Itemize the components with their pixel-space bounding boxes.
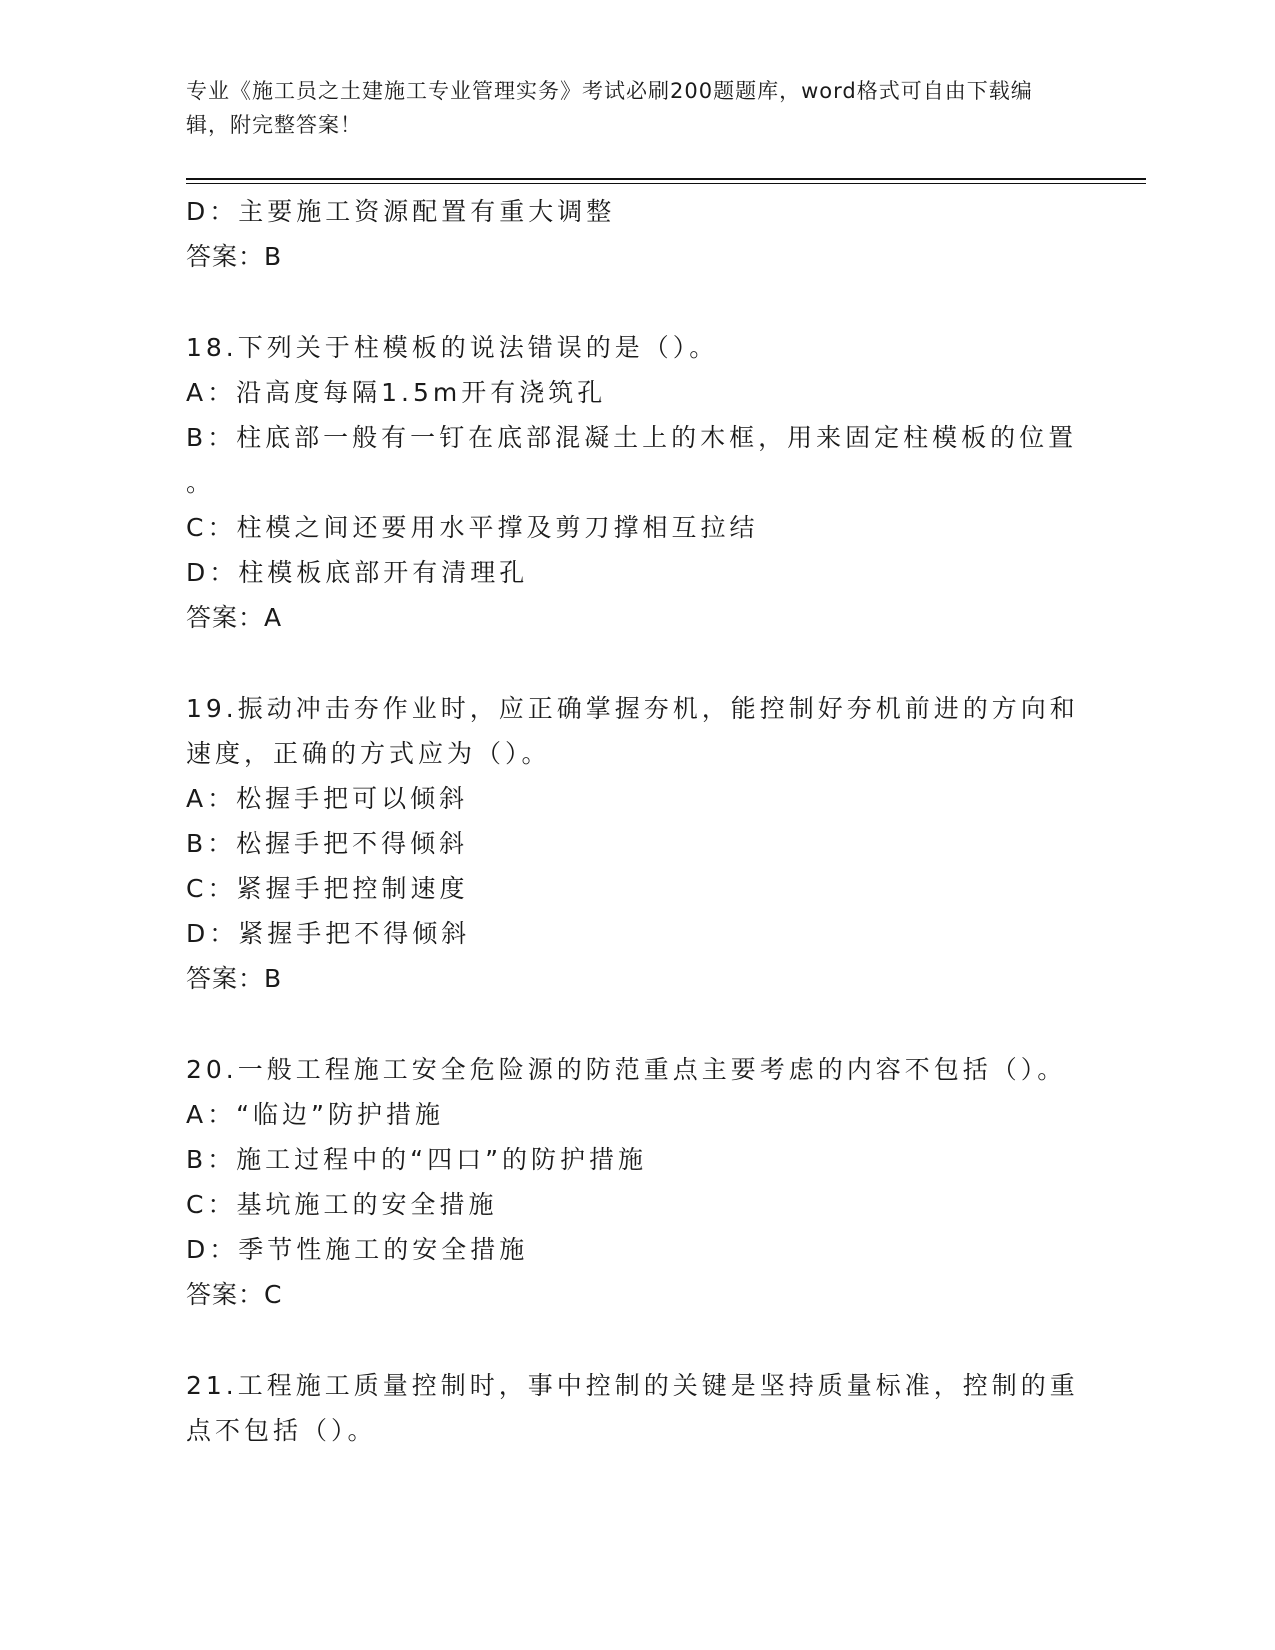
option-c: C：基坑施工的安全措施	[186, 1190, 498, 1219]
question-20	[186, 1047, 1086, 1317]
option-c: C：紧握手把控制速度	[186, 874, 469, 903]
answer-line: 答案：B	[186, 964, 283, 993]
option-d: D：主要施工资源配置有重大调整	[186, 197, 616, 226]
option-b: B：柱底部一般有一钉在底部混凝土上的木框，用来固定柱模板的位置	[186, 423, 1078, 452]
question-19	[186, 686, 1086, 1001]
option-d: D：紧握手把不得倾斜	[186, 919, 471, 948]
option-b: B：松握手把不得倾斜	[186, 829, 469, 858]
question-stem: 21.工程施工质量控制时，事中控制的关键是坚持质量标准，控制的重点不包括（）。	[186, 1371, 1079, 1445]
answer-line: 答案：C	[186, 1280, 283, 1309]
option-d: D：柱模板底部开有清理孔	[186, 558, 529, 587]
option-a: A：“临边”防护措施	[186, 1100, 445, 1129]
question-stem: 18.下列关于柱模板的说法错误的是（）。	[186, 333, 719, 362]
option-a: A：松握手把可以倾斜	[186, 784, 469, 813]
header-divider-thick	[186, 178, 1146, 180]
document-header: 专业《施工员之土建施工专业管理实务》考试必刷200题题库，word格式可自由下载编辑，附完整答案！	[186, 79, 1033, 137]
answer-line: 答案：B	[186, 242, 283, 271]
question-stem: 20.一般工程施工安全危险源的防范重点主要考虑的内容不包括（）。	[186, 1055, 1067, 1084]
option-b-continuation: 。	[186, 468, 216, 497]
option-b: B：施工过程中的“四口”的防护措施	[186, 1145, 648, 1174]
question-list	[186, 189, 1086, 1453]
question-18	[186, 325, 1086, 640]
question-stem: 19.振动冲击夯作业时，应正确掌握夯机，能控制好夯机前进的方向和速度，正确的方式应为（）。	[186, 694, 1079, 768]
question-21	[186, 1363, 1086, 1453]
option-d: D：季节性施工的安全措施	[186, 1235, 529, 1264]
header-divider-thin	[186, 183, 1146, 184]
option-c: C：柱模之间还要用水平撑及剪刀撑相互拉结	[186, 513, 759, 542]
option-a: A：沿高度每隔1.5m开有浇筑孔	[186, 378, 607, 407]
answer-line: 答案：A	[186, 603, 283, 632]
